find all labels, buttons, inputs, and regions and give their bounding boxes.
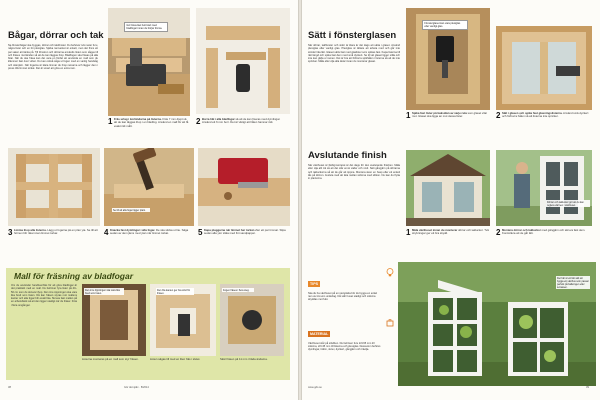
mall-caption-2: Listen sågas till med en liten fräs i slutet. bbox=[150, 358, 201, 361]
right-page bbox=[302, 0, 600, 400]
caption-finish-step-1: 1 Måla växthuset innan du monterar dörrar och takluckor. Två strykningar ger ett bra skydd. bbox=[406, 229, 489, 237]
footer-url: www.gds.se bbox=[308, 386, 322, 389]
tag-fonsterglas: Fönsterglaset kan vara plexiglas eller vanligt glas. bbox=[422, 20, 468, 30]
photo-mounting-doors bbox=[496, 150, 592, 226]
photo-drill-joint bbox=[196, 8, 290, 114]
caption-finish-step-2: 2 Montera dörrar och takluckor med gångjärn och skruva fast dem. Kontrollera att de går lätt. bbox=[496, 229, 586, 237]
caption-glass-step-1: 1 Spika fast lister på baksidan av varje ruta som glaset vilar mot. Glaset ska ligga an mot dessa lister. bbox=[406, 112, 488, 120]
tag-fogar-plant: Se till att alla fogar ligger plant. bbox=[112, 208, 150, 212]
toolbox-icon bbox=[386, 318, 394, 327]
caption-step-5: 5 Kapa pluggarna när limmet har torkat efter ett par timmar. Slipa sedan alla ytor släta med fint sandpapper. bbox=[198, 229, 286, 237]
section-title-left: Bågar, dörrar och tak bbox=[8, 30, 104, 41]
tag-mall-2: Den fria kanten ger bra stöd för fräsen. bbox=[156, 288, 194, 295]
tips-box bbox=[308, 272, 382, 301]
caption-step-2: 2 Borra hål i alla bladfogar så att de kan fixeras med dymlingar. Använd ett 6 mm borr. Det är viktigt att hålen hamnar rätt. bbox=[196, 118, 281, 126]
mall-text: Om du använder handöverfräs för att göra bladfogar är det praktiskt med en mall. Du behöver fyra lister på 40–50 cm som du skruvar ihop. Den inre öppningen ska vara lika bred som listen. Då kan fräsen styras mot mallens kanter och alla fogar blir exakt lika. Skruva fast mallen på en arbetsbänk så att den ligger stadigt när du fräser. Fräs i flera omgångar. bbox=[11, 284, 77, 307]
lightbulb-icon bbox=[386, 268, 394, 277]
tag-mall-3: Fogen fräses i flera steg. bbox=[222, 288, 254, 292]
section-title-glass: Sätt i fönsterglasen bbox=[308, 30, 397, 41]
finish-text: När växthuset är färdigmonterat är det dags för den avslutande finishen. Måla eller olja allt trä så att det står emot väder och vind. Sätt gångjärn på dörrarna och takluckorna så att de går att öppna. Montera även en hasp eller ett enkelt lås på dörren. Avsluta med att täta mellan sidorna med silikon. Nu kan du flytta in plantorna. bbox=[308, 164, 400, 181]
footer-magazine-left: Gör det själv · 8/2014 bbox=[124, 386, 149, 389]
tag-listverket: Gör listverket helt klart med bladfogar innan du börjar limma. bbox=[124, 22, 168, 32]
photo-mall-3 bbox=[220, 284, 284, 356]
section-title-finish: Avslutande finish bbox=[308, 150, 387, 161]
material-box bbox=[308, 322, 382, 351]
photo-cut-pegs bbox=[198, 148, 290, 226]
photo-painting-greenhouse bbox=[406, 150, 490, 226]
caption-step-1: 1 Fräs urtag i kortändarna på listerna. Fräs 7 mm djupt så att de kan läggas ihop i en bladfog. Använd en mall för att få exakt rätt mått. bbox=[108, 118, 189, 128]
photo-glazing bbox=[496, 26, 592, 110]
material-heading: MATERIAL bbox=[310, 332, 329, 336]
mall-title: Mall för fräsning av bladfogar bbox=[14, 271, 134, 281]
photo-frame-gluing bbox=[8, 148, 100, 226]
photo-dowel-knocking bbox=[104, 148, 194, 226]
mall-box bbox=[6, 268, 290, 380]
material-text: Växthuset står på stödben. Du behöver furu 22×95 mm till sidorna, 22×45 mm till listerna och plexiglas. Dessutom behövs dymlingar, trälim, skruv, dyckert, gångjärn och träolja. bbox=[308, 341, 381, 352]
tips-heading: TIPS bbox=[310, 282, 318, 286]
tag-dorrar-takluckor: Dörrar och takluckor gör att du kan reglera värmen i växthuset. bbox=[546, 200, 590, 207]
tips-text: Ska du ha växthuset på en stenplatta bör du bygga en enkel ram av trä som underlag. Då står huset stadigt och sidorna skyddas mot fukt. bbox=[308, 291, 378, 302]
footer-page-number-left: 38 bbox=[8, 386, 11, 389]
caption-step-4: 4 Knacka fast dymlingar i alla fogar. De ska sticka ut lite. Såga sedan av dem jäms med ytan när limmet torkat. bbox=[104, 229, 189, 237]
glass-text: När dörrar, takfönster och sidor är klara är det dags att sätta i glaset. Använd plexiglas eller vanligt glas. Plexiglas är lättare att arbeta med och går inte sönder lika lätt. Glaset sätts fast med glaslister som spikas fast. Kapa listerna till rätt längd och spika fast dem med små dyckert. Se till att glaset ligger stilla och inte kan glida ur ramen. Det är bra att förborra spikhålen i listerna så att de inte spricker. Måla eller olja alla delar innan du monterar glaset. bbox=[308, 44, 400, 64]
mall-caption-1: Listerna monteras på en mall som styr fräsen. bbox=[82, 358, 139, 361]
tag-vaxthus-balkong: Det här är ett lätt sätt att bygga ett växthus som passar perfekt på balkongen eller terrassen. bbox=[557, 276, 589, 289]
footer-page-number-right: 39 bbox=[586, 386, 589, 389]
tag-mall-1: Den inre öppningen ska vara lika bred som listen. bbox=[84, 288, 124, 295]
left-page bbox=[0, 0, 298, 400]
intro-text: Na fönsterbågar ska byggas, dörrar och takfönster. Du behöver två meter furu, några lister och en bit plexiglas. Själva ramverket är enkelt, men det finns ett par saker att tänka på. Till fönstren och dörrarna används listen som sågas till och fräses i kortänden så att de kan läggas ihop. Bladfogen ska fräsas på alla bitar. När du ska fräsa kan det vara en fördel att använda en mall som du klämmer fast över virket. Du kan också såga ut fogen med en vanlig handsåg och stämjärn. När fogarna är klara limmar du ihop ramarna och lägger dem i press tills limmet torkat. Det är smart att göra en extra ram. bbox=[8, 44, 98, 71]
caption-glass-step-2: 2 Sätt i glasen och spika fast glasningslisterna. Använd små dyckert och förborra hålen så att listerna inte spricker. bbox=[496, 112, 589, 120]
mall-caption-3: Skär fräsen på 11 mm i båda ändarna. bbox=[220, 358, 268, 361]
caption-step-3: 3 Limma ihop alla listerna. Lägg ut fogarna på en plan yta. Se till att hörnen blir räta innan limmet torkar. bbox=[8, 229, 98, 237]
